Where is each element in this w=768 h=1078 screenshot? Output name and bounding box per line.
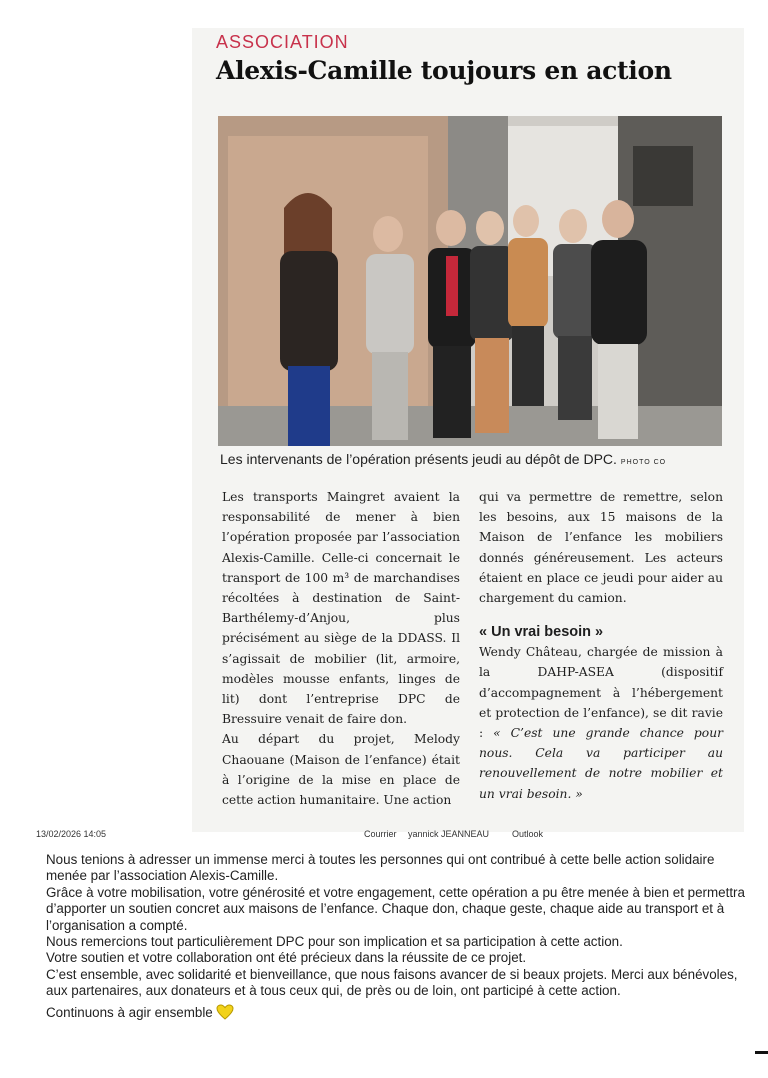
article-paragraph: qui va permettre de remettre, selon les besoins, aux 15 maisons de la Maison de l’enfance les mobiliers donnés généreusement. Les acteurs étaient en place ce jeudi pour aider au chargement du camion. — [479, 490, 723, 606]
photo-credit: PHOTO CO — [620, 459, 667, 466]
article-subheading: « Un vrai besoin » — [479, 624, 604, 641]
letter-paragraph: Grâce à votre mobilisation, votre générosité et votre engagement, cette opération a pu être menée à bien et permettra d’apporter un soutien concret aux maisons de l’enfance. Chaque don, chaque geste, chaque aide au transport et à l’organisation a compté. — [46, 884, 745, 933]
letter-paragraph: Nous remercions tout particulièrement DPC pour son implication et sa participation à cette action. — [46, 934, 623, 950]
article-quote: « C’est une grande chance pour nous. Cela va participer au renouvellement de notre mobilier et un vrai besoin. » — [479, 726, 723, 801]
thank-you-letter — [46, 852, 746, 1024]
print-client: Outlook — [512, 829, 544, 839]
section-label: ASSOCIATION — [216, 32, 349, 52]
letter-paragraph: C’est ensemble, avec solidarité et bienveillance, que nous faisons avancer de si beaux projets. Merci aux bénévoles, aux partenaires, aux donateurs et à tous ceux qui, de près ou de loin, ont participé à cette action. — [46, 966, 738, 999]
group-photo-illustration — [218, 116, 722, 446]
article-column-right — [479, 487, 723, 804]
caption-text: Les intervenants de l’opération présents jeudi au dépôt de DPC. — [220, 451, 617, 467]
article-body-text: Wendy Château, chargée de mission à la DAHP-ASEA (dispositif d’accompagnement à l’hébergement et protection de l’enfance), se dit ravie : — [479, 645, 723, 741]
letter-paragraph: Votre soutien et votre collaboration ont été précieux dans la réussite de ce projet. — [46, 950, 527, 966]
print-app: Courrier — [364, 829, 397, 839]
article-paragraph — [479, 642, 723, 804]
scan-mark — [755, 1051, 768, 1054]
yellow-heart-icon — [216, 1004, 234, 1024]
closing-text: Continuons à agir ensemble — [46, 1004, 213, 1020]
article-column-left — [222, 487, 460, 810]
article-paragraph: Au départ du projet, Melody Chaouane (Maison de l’enfance) était à l’origine de la mise en place de cette action humanitaire. Une action — [222, 732, 460, 808]
letter-closing — [46, 1004, 746, 1024]
photo-caption — [220, 451, 666, 467]
letter-paragraph: Nous tenions à adresser un immense merci à toutes les personnes qui ont contribué à cette belle action solidaire menée par l’association Alexis-Camille. — [46, 852, 715, 884]
article-paragraph: Les transports Maingret avaient la responsabilité de mener à bien l’opération proposée par l’association Alexis-Camille. Celle-ci concernait le transport de 100 m³ de marchandises récoltées à destination de Saint-Barthélemy-d’Anjou, plus précisément au siège de la DDASS. Il s’agissait de mobilier (lit, armoire, modèles mousse enfants, linges de lit) dont l’entreprise DPC de Bressuire venait de faire don. — [222, 490, 460, 727]
article-headline: Alexis-Camille toujours en action — [216, 56, 672, 85]
print-date: 13/02/2026 14:05 — [36, 829, 107, 839]
group-photo — [218, 116, 722, 446]
print-user: yannick JEANNEAU — [408, 829, 490, 839]
